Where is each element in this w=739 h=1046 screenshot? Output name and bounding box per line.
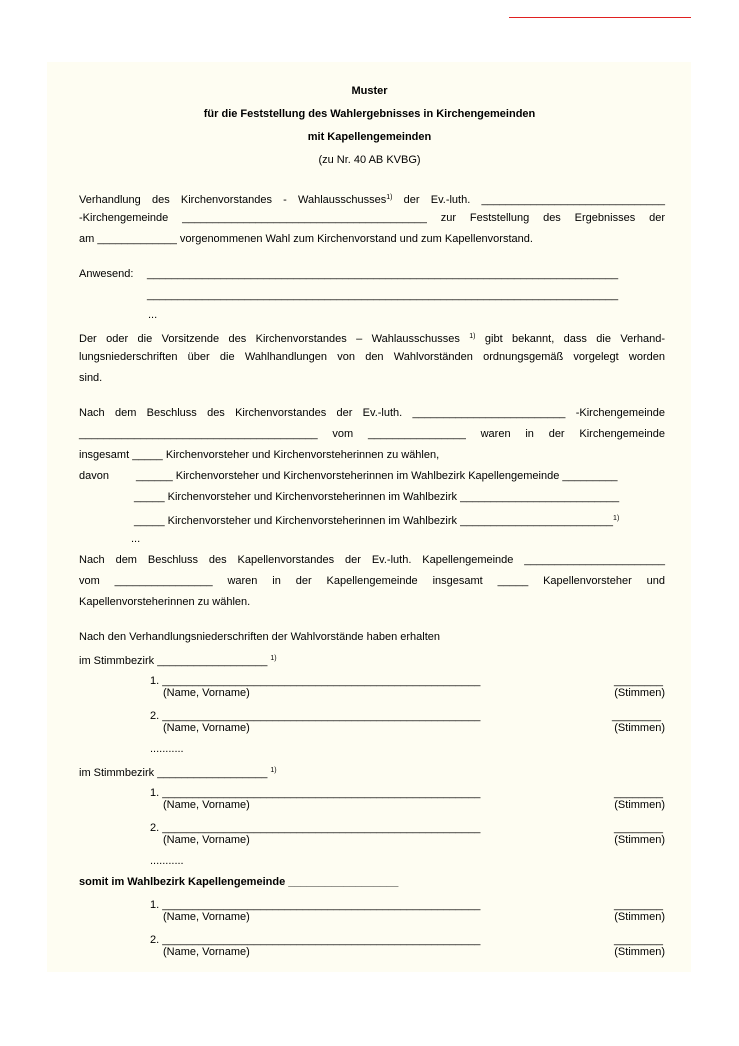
- somit-entry-1-score: ________: [614, 899, 663, 911]
- somit-entry-2-score: ________: [614, 934, 663, 946]
- sb1-entry-1-stimmen: (Stimmen): [614, 687, 665, 699]
- anwesend-line-2: _____________________________________________________________________________: [147, 289, 619, 301]
- anwesend-dots: ...: [148, 309, 158, 321]
- p3-line-2: _______________________________________ vom ________________ waren in der Kirchengemeinde: [79, 428, 665, 440]
- p4-line-3: Kapellenvorsteherinnen zu wählen.: [79, 596, 251, 608]
- footnote-marker: 1): [270, 767, 277, 774]
- sb2-entry-2-name: (Name, Vorname): [163, 834, 250, 846]
- title-line-3: mit Kapellengemeinden: [307, 131, 432, 143]
- sb1-entry-2-stimmen: (Stimmen): [614, 722, 665, 734]
- stimmbezirk-1: im Stimmbezirk __________________ $^{1)}$: [79, 655, 277, 667]
- sb2-entry-2-stimmen: (Stimmen): [614, 834, 665, 846]
- p1-line-1: Verhandlung des Kirchenvorstandes - Wahlausschusses$^{1)}$ der Ev.-luth. ______________________________: [79, 194, 665, 206]
- p3-dots: ...: [131, 533, 141, 545]
- title-line-2: für die Feststellung des Wahlergebnisses in Kirchengemeinden: [203, 108, 536, 120]
- sb1-entry-1-line: 1. ____________________________________________________: [150, 675, 481, 687]
- anwesend-line-1: _____________________________________________________________________________: [147, 268, 619, 280]
- p4-line-1: Nach dem Beschluss des Kapellenvorstandes der Ev.-luth. Kapellengemeinde _______________________: [79, 554, 665, 566]
- p1-line-3: am _____________ vorgenommenen Wahl zum Kirchenvorstand und zum Kapellenvorstand.: [79, 233, 533, 245]
- stimmbezirk-2: im Stimmbezirk __________________ $^{1)}$: [79, 767, 277, 779]
- p1-line-2: -Kirchengemeinde ________________________________________ zur Feststellung des Ergebnisses der: [79, 212, 665, 224]
- sb2-entry-1-name: (Name, Vorname): [163, 799, 250, 811]
- sb1-entry-2-name: (Name, Vorname): [163, 722, 250, 734]
- somit-entry-1-line: 1. ____________________________________________________: [150, 899, 481, 911]
- sb1-entry-1-name: (Name, Vorname): [163, 687, 250, 699]
- sb2-entry-2-line: 2. ____________________________________________________: [150, 822, 481, 834]
- p3-line-1: Nach dem Beschluss des Kirchenvorstandes der Ev.-luth. _________________________ -Kirchengemeinde: [79, 407, 665, 419]
- title-reference: (zu Nr. 40 AB KVBG): [318, 154, 421, 166]
- somit-wahlbezirk: somit im Wahlbezirk Kapellengemeinde __________________: [79, 876, 399, 888]
- footnote-marker: 1): [270, 655, 277, 662]
- p3-davon-line-1: ______ Kirchenvorsteher und Kirchenvorsteherinnen im Wahlbezirk Kapellengemeinde _________: [136, 470, 618, 482]
- footnote-marker: 1): [469, 333, 476, 340]
- red-header-line: [509, 17, 691, 18]
- anwesend-label: Anwesend:: [79, 268, 134, 280]
- p5-line-1: Nach den Verhandlungsniederschriften der Wahlvorstände haben erhalten: [79, 631, 440, 643]
- sb1-entry-1-score: ________: [614, 675, 663, 687]
- title-muster: Muster: [351, 85, 388, 97]
- sb2-entry-1-score: ________: [614, 787, 663, 799]
- somit-entry-2-line: 2. ____________________________________________________: [150, 934, 481, 946]
- p3-line-3: insgesamt _____ Kirchenvorsteher und Kirchenvorsteherinnen zu wählen,: [79, 449, 440, 461]
- somit-entry-2-stimmen: (Stimmen): [614, 946, 665, 958]
- somit-entry-2-name: (Name, Vorname): [163, 946, 250, 958]
- sb1-dots: ...........: [150, 743, 184, 755]
- sb2-entry-2-score: ________: [614, 822, 663, 834]
- p3-davon-line-3: _____ Kirchenvorsteher und Kirchenvorsteherinnen im Wahlbezirk _________________________$^{1)}$: [134, 515, 620, 527]
- p4-line-2: vom ________________ waren in der Kapellengemeinde insgesamt _____ Kapellenvorsteher und: [79, 575, 665, 587]
- footnote-marker: 1): [613, 515, 620, 522]
- p3-davon-line-2: _____ Kirchenvorsteher und Kirchenvorsteherinnen im Wahlbezirk __________________________: [134, 491, 620, 503]
- p3-davon-label: davon: [79, 470, 109, 482]
- sb1-entry-2-line: 2. ____________________________________________________: [150, 710, 481, 722]
- sb2-entry-1-line: 1. ____________________________________________________: [150, 787, 481, 799]
- somit-entry-1-stimmen: (Stimmen): [614, 911, 665, 923]
- p2-line-3: sind.: [79, 372, 103, 384]
- somit-entry-1-name: (Name, Vorname): [163, 911, 250, 923]
- sb1-entry-2-score: ________: [612, 710, 661, 722]
- p2-line-2: lungsniederschriften über die Wahlhandlungen von den Wahlvorständen ordnungsgemäß vorgelegt worden: [79, 351, 665, 363]
- sb2-entry-1-stimmen: (Stimmen): [614, 799, 665, 811]
- sb2-dots: ...........: [150, 855, 184, 867]
- footnote-marker: 1): [386, 194, 393, 201]
- p2-line-1: Der oder die Vorsitzende des Kirchenvorstandes – Wahlausschusses $^{1)}$ gibt bekannt, dass die Verhand-: [79, 333, 665, 345]
